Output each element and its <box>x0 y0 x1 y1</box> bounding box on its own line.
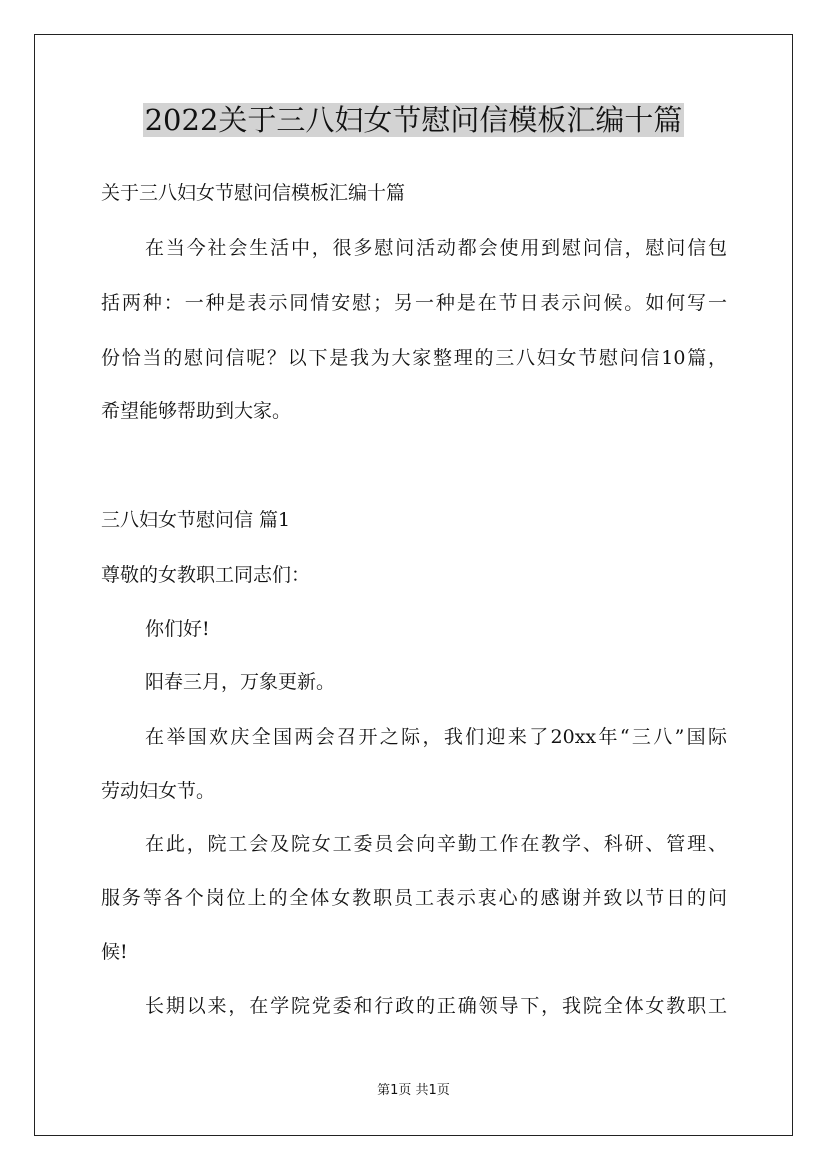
section-heading: 三八妇女节慰问信 篇1 <box>101 509 291 531</box>
document-title-text: 2022关于三八妇女节慰问信模板汇编十篇 <box>144 103 683 137</box>
intro-line-1: 在当今社会生活中，很多慰问活动都会使用到慰问信，慰问信包 <box>145 237 727 259</box>
greeting: 你们好! <box>145 618 210 640</box>
document-subtitle: 关于三八妇女节慰问信模板汇编十篇 <box>101 182 406 204</box>
body-line-3: 劳动妇女节。 <box>101 780 216 802</box>
page-footer: 第1页 共1页 <box>377 1083 450 1098</box>
document-title <box>0 100 827 140</box>
salutation: 尊敬的女教职工同志们： <box>101 564 311 586</box>
body-line-1: 阳春三月，万象更新。 <box>145 671 336 693</box>
intro-line-4: 希望能够帮助到大家。 <box>101 400 292 422</box>
body-line-4: 在此，院工会及院女工委员会向辛勤工作在教学、科研、管理、 <box>145 833 727 855</box>
intro-line-3: 份恰当的慰问信呢？以下是我为大家整理的三八妇女节慰问信10篇， <box>101 347 727 369</box>
intro-line-2: 括两种：一种是表示同情安慰；另一种是在节日表示问候。如何写一 <box>101 292 727 314</box>
body-line-2: 在举国欢庆全国两会召开之际，我们迎来了20xx年“三八”国际 <box>145 726 727 748</box>
body-line-6: 候! <box>101 941 128 963</box>
body-line-5: 服务等各个岗位上的全体女教职员工表示衷心的感谢并致以节日的问 <box>101 887 727 909</box>
body-line-7: 长期以来，在学院党委和行政的正确领导下，我院全体女教职工 <box>145 995 727 1017</box>
